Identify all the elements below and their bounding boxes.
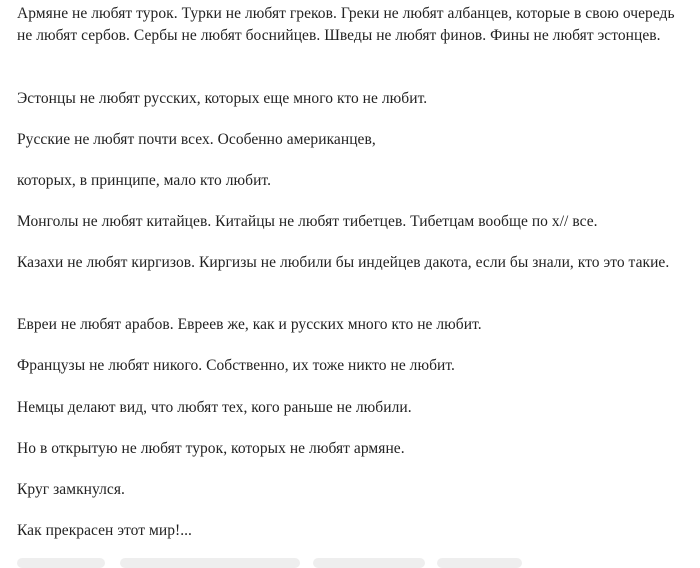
tag-chip[interactable] (120, 558, 300, 568)
tag-chip[interactable] (313, 558, 425, 568)
paragraph-5: Монголы не любят китайцев. Китайцы не любят тибетцев. Тибетцам вообще по х// все. (17, 213, 598, 230)
paragraph-11: Круг замкнулся. (17, 481, 125, 498)
tag-chip[interactable] (437, 558, 522, 568)
paragraph-8: Французы не любят никого. Собственно, их тоже никто не любит. (17, 357, 455, 374)
tag-chip[interactable] (17, 558, 105, 568)
paragraph-7: Евреи не любят арабов. Евреев же, как и русских много кто не любит. (17, 316, 482, 333)
tag-list (17, 558, 697, 562)
paragraph-4: которых, в принципе, мало кто любит. (17, 172, 271, 189)
paragraph-10: Но в открытую не любят турок, которых не любят армяне. (17, 440, 405, 457)
paragraph-12: Как прекрасен этот мир!... (17, 522, 192, 539)
paragraph-3: Русские не любят почти всех. Особенно американцев, (17, 131, 376, 148)
paragraph-2: Эстонцы не любят русских, которых еще много кто не любит. (17, 90, 428, 107)
paragraph-9: Немцы делают вид, что любят тех, кого раньше не любили. (17, 399, 412, 416)
paragraph-6: Казахи не любят киргизов. Киргизы не любили бы индейцев дакота, если бы знали, кто это такие. (17, 254, 670, 271)
paragraph-1: Армяне не любят турок. Турки не любят греков. Греки не любят албанцев, которые в свою очередь не любят сербов. Сербы не любят боснийцев. Шведы не любят финов. Фины не любят эстонцев. (17, 5, 675, 44)
